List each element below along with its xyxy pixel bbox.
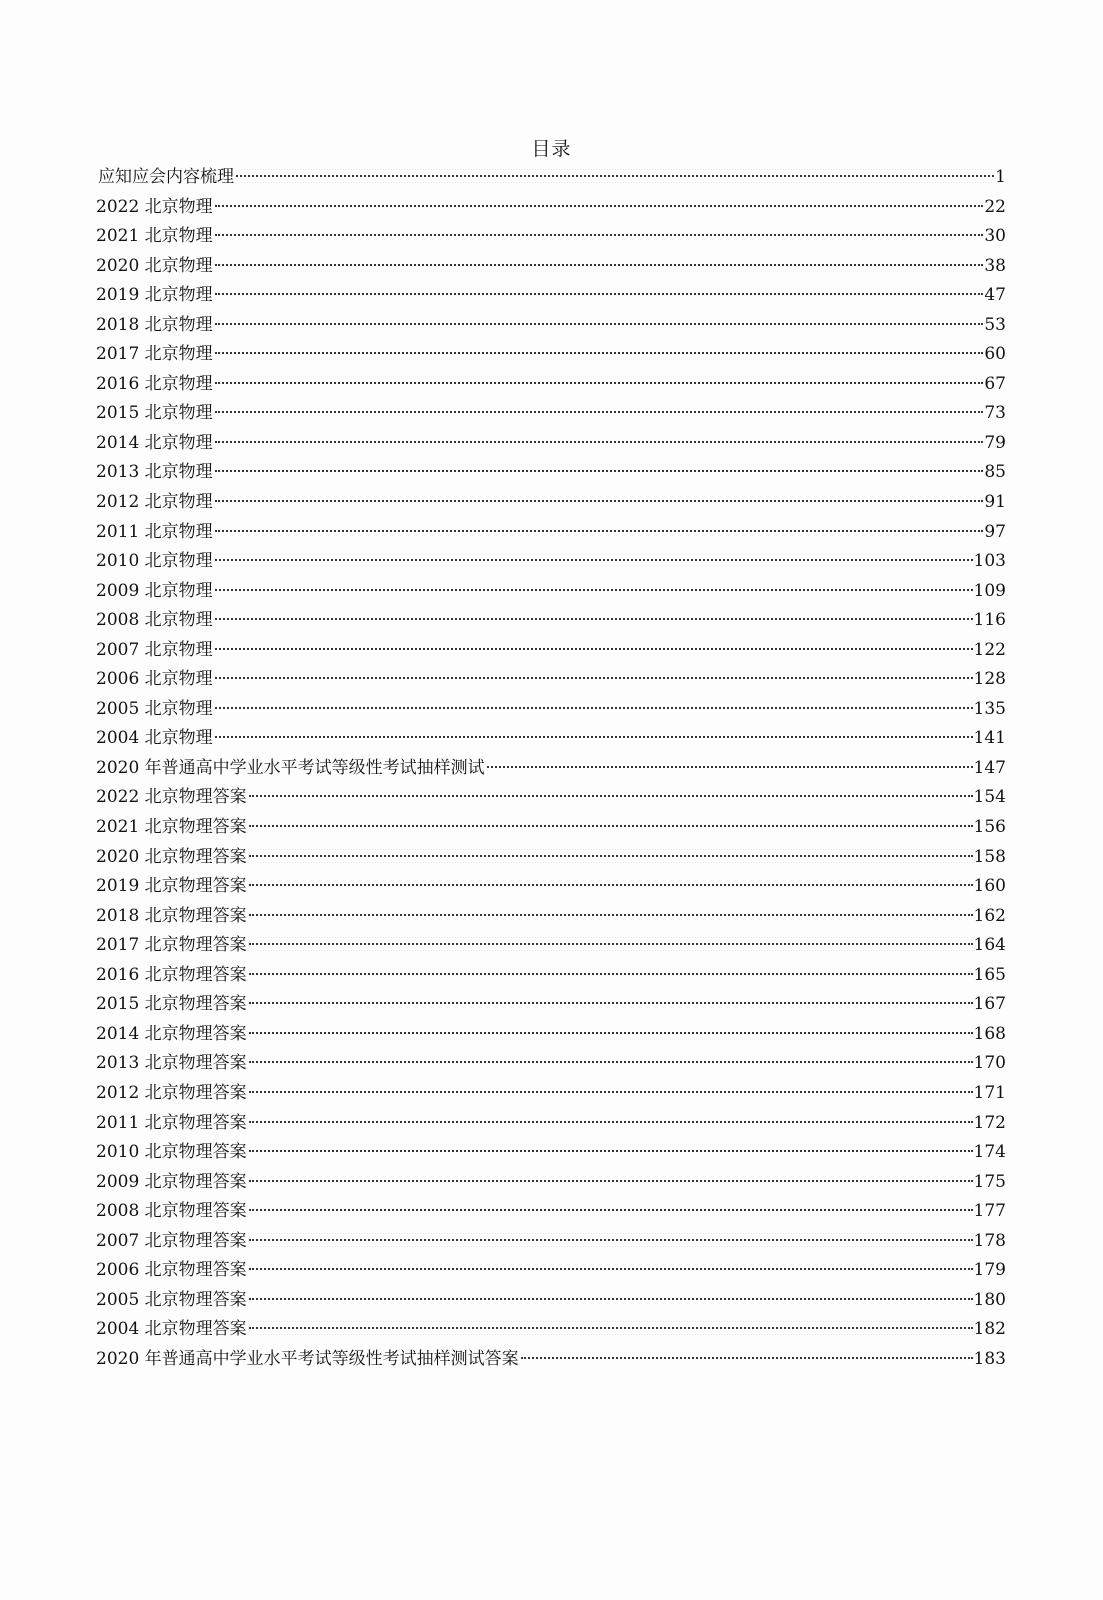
dot-leader (249, 1239, 973, 1241)
entry-page-number: 177 (973, 1201, 1006, 1222)
dot-leader (249, 1298, 973, 1300)
entry-page-number: 154 (973, 787, 1006, 808)
toc-entry[interactable] (96, 754, 1006, 784)
entry-label: 2020 年普通高中学业水平考试等级性考试抽样测试 (96, 757, 485, 778)
entry-label: 2015 北京物理 (96, 403, 213, 424)
entry-page-number: 147 (973, 757, 1006, 778)
toc-entry[interactable] (96, 311, 1006, 341)
toc-entry[interactable] (96, 1109, 1006, 1139)
toc-entry[interactable] (96, 252, 1006, 282)
dot-leader (215, 293, 984, 295)
dot-leader (249, 1180, 973, 1182)
toc-entry[interactable] (96, 1227, 1006, 1257)
dot-leader (249, 855, 973, 857)
entry-page-number: 164 (973, 935, 1006, 956)
dot-leader (215, 470, 984, 472)
dot-leader (249, 1002, 973, 1004)
entry-label: 2014 北京物理 (96, 432, 213, 453)
entry-label: 2007 北京物理 (96, 639, 213, 660)
dot-leader (249, 1268, 973, 1270)
entry-page-number: 170 (973, 1053, 1006, 1074)
toc-entry[interactable] (96, 843, 1006, 873)
dot-leader (249, 914, 973, 916)
toc-entry[interactable] (96, 222, 1006, 252)
entry-page-number: 30 (984, 226, 1006, 247)
entry-page-number: 171 (973, 1082, 1006, 1103)
entry-label: 2019 北京物理答案 (96, 876, 247, 897)
dot-leader (249, 1209, 973, 1211)
entry-label: 2005 北京物理答案 (96, 1289, 247, 1310)
dot-leader (249, 1032, 973, 1034)
dot-leader (249, 1327, 973, 1329)
toc-entry[interactable] (96, 813, 1006, 843)
toc-entry[interactable] (96, 429, 1006, 459)
entry-page-number: 178 (973, 1230, 1006, 1251)
dot-leader (215, 707, 973, 709)
entry-label: 2015 北京物理答案 (96, 994, 247, 1015)
entry-page-number: 168 (973, 1023, 1006, 1044)
toc-entry[interactable] (96, 281, 1006, 311)
entry-page-number: 91 (984, 492, 1006, 513)
dot-leader (249, 825, 973, 827)
toc-entry[interactable] (96, 636, 1006, 666)
dot-leader (215, 589, 973, 591)
entry-page-number: 158 (973, 846, 1006, 867)
toc-entry[interactable] (96, 370, 1006, 400)
dot-leader (249, 1061, 973, 1063)
toc-entry[interactable] (96, 665, 1006, 695)
toc-entry[interactable] (96, 458, 1006, 488)
entry-label: 2016 北京物理答案 (96, 964, 247, 985)
entry-label: 2020 年普通高中学业水平考试等级性考试抽样测试答案 (96, 1348, 519, 1369)
entry-page-number: 182 (973, 1319, 1006, 1340)
dot-leader (215, 205, 984, 207)
toc-entry[interactable] (96, 1020, 1006, 1050)
entry-page-number: 183 (973, 1348, 1006, 1369)
entry-page-number: 116 (973, 610, 1006, 631)
dot-leader (215, 648, 973, 650)
toc-entry[interactable] (96, 1138, 1006, 1168)
entry-label: 2018 北京物理答案 (96, 905, 247, 926)
dot-leader (215, 234, 984, 236)
entry-page-number: 172 (973, 1112, 1006, 1133)
dot-leader (215, 352, 984, 354)
toc-entry[interactable] (96, 1315, 1006, 1345)
entry-page-number: 97 (984, 521, 1006, 542)
entry-page-number: 167 (973, 994, 1006, 1015)
entry-label: 2008 北京物理答案 (96, 1201, 247, 1222)
dot-leader (236, 175, 994, 177)
entry-label: 2006 北京物理答案 (96, 1260, 247, 1281)
toc-entry[interactable] (96, 1256, 1006, 1286)
dot-leader (215, 323, 984, 325)
entry-label: 2021 北京物理答案 (96, 817, 247, 838)
dot-leader (521, 1357, 973, 1359)
toc-entry[interactable] (96, 193, 1006, 223)
toc-entry[interactable] (96, 518, 1006, 548)
entry-label: 2020 北京物理答案 (96, 846, 247, 867)
dot-leader (215, 500, 984, 502)
toc-entry[interactable] (96, 1197, 1006, 1227)
entry-label: 2010 北京物理 (96, 551, 213, 572)
toc-entry[interactable] (96, 488, 1006, 518)
table-of-contents (96, 163, 1006, 1374)
dot-leader (249, 973, 973, 975)
entry-label: 2012 北京物理答案 (96, 1082, 247, 1103)
toc-entry[interactable] (96, 1168, 1006, 1198)
entry-page-number: 141 (973, 728, 1006, 749)
dot-leader (249, 1150, 973, 1152)
entry-page-number: 22 (984, 196, 1006, 217)
dot-leader (487, 766, 973, 768)
dot-leader (215, 677, 973, 679)
entry-label: 2018 北京物理 (96, 314, 213, 335)
entry-label: 应知应会内容梳理 (98, 167, 234, 187)
dot-leader (215, 441, 984, 443)
entry-page-number: 135 (973, 698, 1006, 719)
entry-label: 2021 北京物理 (96, 226, 213, 247)
dot-leader (249, 1091, 973, 1093)
toc-entry[interactable] (96, 872, 1006, 902)
entry-page-number: 53 (984, 314, 1006, 335)
entry-page-number: 47 (984, 285, 1006, 306)
entry-page-number: 60 (984, 344, 1006, 365)
entry-label: 2008 北京物理 (96, 610, 213, 631)
toc-entry[interactable] (96, 724, 1006, 754)
entry-page-number: 109 (973, 580, 1006, 601)
toc-entry[interactable] (96, 1049, 1006, 1079)
entry-page-number: 165 (973, 964, 1006, 985)
toc-entry[interactable] (96, 695, 1006, 725)
entry-page-number: 103 (973, 551, 1006, 572)
dot-leader (249, 884, 973, 886)
entry-label: 2013 北京物理 (96, 462, 213, 483)
toc-entry[interactable] (96, 547, 1006, 577)
toc-entry[interactable] (96, 1079, 1006, 1109)
entry-label: 2022 北京物理 (96, 196, 213, 217)
entry-page-number: 162 (973, 905, 1006, 926)
dot-leader (249, 943, 973, 945)
dot-leader (215, 264, 984, 266)
entry-label: 2016 北京物理 (96, 373, 213, 394)
toc-entry[interactable] (96, 990, 1006, 1020)
entry-label: 2011 北京物理 (96, 521, 213, 542)
entry-label: 2009 北京物理 (96, 580, 213, 601)
entry-label: 2012 北京物理 (96, 492, 213, 513)
entry-label: 2004 北京物理答案 (96, 1319, 247, 1340)
entry-page-number: 1 (995, 167, 1006, 187)
dot-leader (215, 530, 984, 532)
toc-entry[interactable] (96, 577, 1006, 607)
entry-label: 2011 北京物理答案 (96, 1112, 247, 1133)
entry-label: 2004 北京物理 (96, 728, 213, 749)
dot-leader (215, 411, 984, 413)
entry-page-number: 174 (973, 1142, 1006, 1163)
entry-label: 2017 北京物理 (96, 344, 213, 365)
dot-leader (215, 736, 973, 738)
entry-label: 2019 北京物理 (96, 285, 213, 306)
toc-entry[interactable] (96, 399, 1006, 429)
toc-entry[interactable] (96, 961, 1006, 991)
entry-label: 2007 北京物理答案 (96, 1230, 247, 1251)
toc-entry[interactable] (96, 163, 1006, 193)
entry-label: 2017 北京物理答案 (96, 935, 247, 956)
toc-entry[interactable] (96, 1286, 1006, 1316)
toc-entry[interactable] (96, 1345, 1006, 1375)
entry-page-number: 175 (973, 1171, 1006, 1192)
entry-page-number: 128 (973, 669, 1006, 690)
entry-label: 2020 北京物理 (96, 255, 213, 276)
page-title: 目录 (531, 138, 572, 160)
entry-page-number: 67 (984, 373, 1006, 394)
dot-leader (215, 559, 973, 561)
entry-label: 2009 北京物理答案 (96, 1171, 247, 1192)
toc-entry[interactable] (96, 606, 1006, 636)
entry-page-number: 79 (984, 432, 1006, 453)
dot-leader (215, 382, 984, 384)
entry-page-number: 38 (984, 255, 1006, 276)
dot-leader (249, 795, 973, 797)
entry-label: 2006 北京物理 (96, 669, 213, 690)
entry-page-number: 156 (973, 817, 1006, 838)
entry-label: 2014 北京物理答案 (96, 1023, 247, 1044)
entry-page-number: 73 (984, 403, 1006, 424)
entry-page-number: 160 (973, 876, 1006, 897)
dot-leader (249, 1121, 973, 1123)
toc-entry[interactable] (96, 340, 1006, 370)
entry-page-number: 180 (973, 1289, 1006, 1310)
entry-label: 2013 北京物理答案 (96, 1053, 247, 1074)
toc-entry[interactable] (96, 783, 1006, 813)
entry-label: 2005 北京物理 (96, 698, 213, 719)
toc-entry[interactable] (96, 931, 1006, 961)
entry-label: 2010 北京物理答案 (96, 1142, 247, 1163)
entry-page-number: 85 (984, 462, 1006, 483)
entry-page-number: 122 (973, 639, 1006, 660)
dot-leader (215, 618, 973, 620)
entry-page-number: 179 (973, 1260, 1006, 1281)
entry-label: 2022 北京物理答案 (96, 787, 247, 808)
toc-entry[interactable] (96, 902, 1006, 932)
